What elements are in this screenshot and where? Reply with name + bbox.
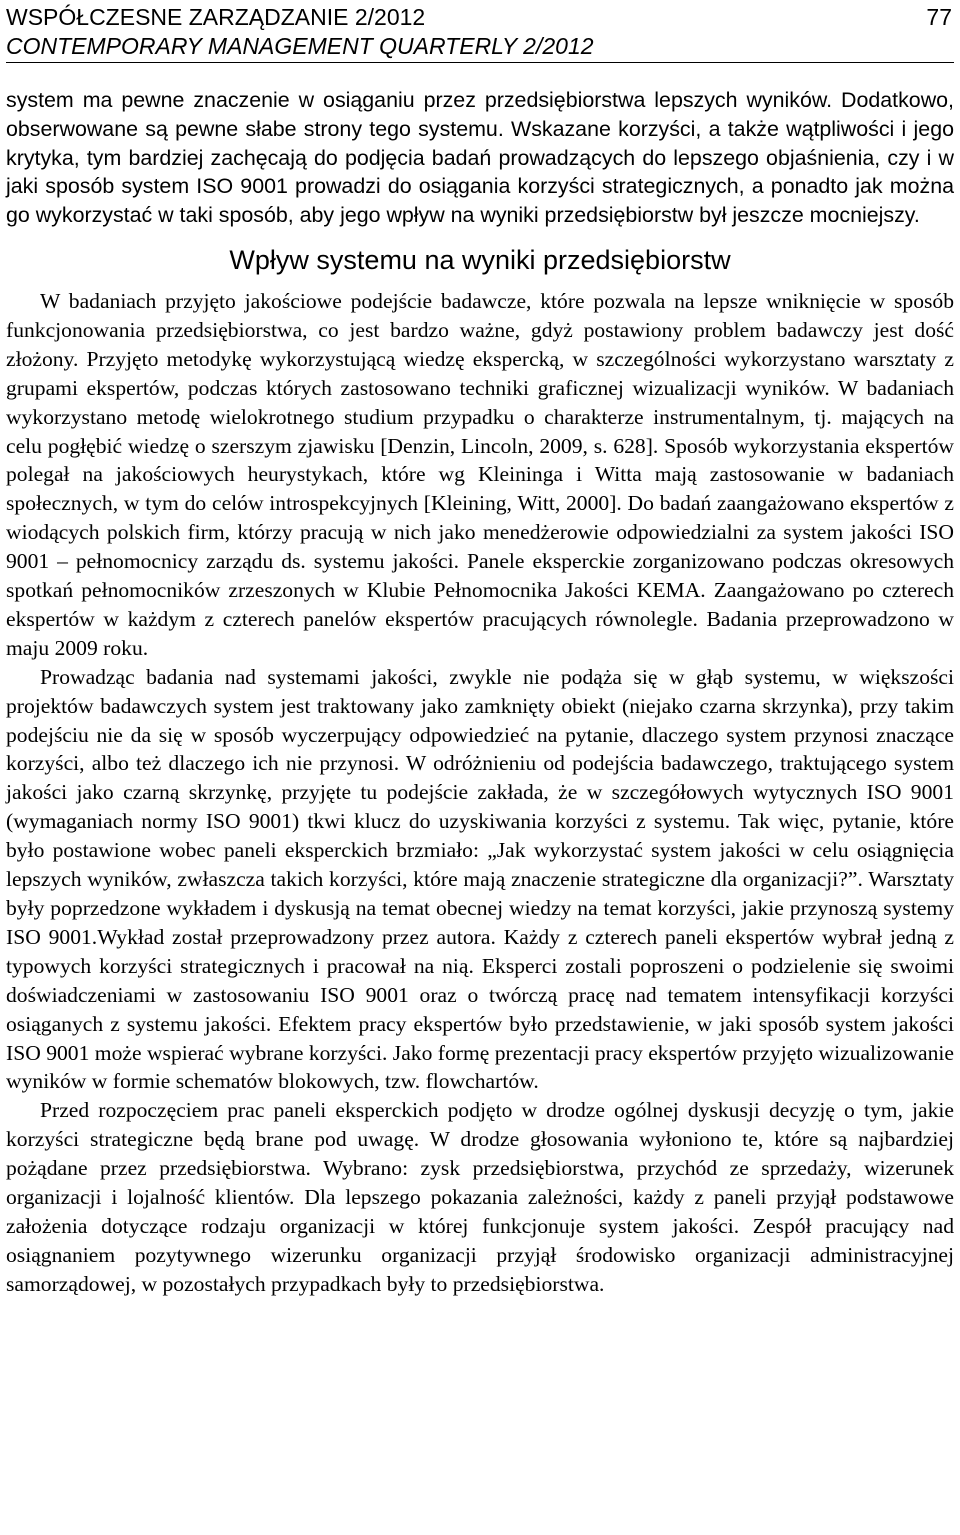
body-paragraph-1: W badaniach przyjęto jakościowe podejście badawcze, które pozwala na lepsze wniknięcie w sposób funkcjonowania przedsiębiorstwa, co jest bardzo ważne, gdyż postawiony problem badawczy jest dość złożony. Przyjęto metodykę wykorzystującą wiedzę ekspercką, w szczególności wykorzystano warsztaty z grupami ekspertów, podczas których zastosowano techniki graficznej wizualizacji wyników. W badaniach wykorzystano metodę wielokrotnego studium przypadku o charakterze instrumentalnym, tj. mających na celu pogłębić wiedzę o szerszym zjawisku [Denzin, Lincoln, 2009, s. 628]. Sposób wykorzystania ekspertów polegał na jakościowych heurystykach, które wg Kleininga i Witta mają zastosowanie w badaniach społecznych, w tym do celów introspekcyjnych [Kleining, Witt, 2000]. Do badań zaangażowano ekspertów z wiodących polskich firm, którzy pracują w nich jako menedżerowie odpowiedzialni za system jakości ISO 9001 – pełnomocnicy zarządu ds. systemu jakości. Panele eksperckie zorganizowano podczas okresowych spotkań pełnomocników zrzeszonych w Klubie Pełnomocnika Jakości KEMA. Zaangażowano po czterech ekspertów w każdym z czterech panelów ekspertów pracujących równolegle. Badania przeprowadzono w maju 2009 roku.: [6, 288, 954, 660]
intro-paragraph: system ma pewne znaczenie w osiąganiu przez przedsiębiorstwa lepszych wyników. Dodatkowo, obserwowane są pewne słabe strony tego systemu. Wskazane korzyści, a także wątpliwości i jego krytyka, tym bardziej zachęcają do podjęcia badań prowadzących do lepszego objaśnienia, czy i w jaki sposób system ISO 9001 prowadzi do osiągania korzyści strategicznych, a ponadto jak można go wykorzystać w taki sposób, aby jego wpływ na wyniki przedsiębiorstw był jeszcze mocniejszy.: [6, 88, 954, 228]
page-number: 77: [926, 4, 952, 30]
section-body: [6, 287, 954, 1299]
journal-title-polish: WSPÓŁCZESNE ZARZĄDZANIE 2/2012: [6, 4, 426, 30]
running-header: [6, 0, 954, 63]
section-heading: Wpływ systemu na wyniki przedsiębiorstw: [229, 244, 731, 275]
intro-section: [6, 86, 954, 230]
journal-title-english: CONTEMPORARY MANAGEMENT QUARTERLY 2/2012: [6, 33, 594, 59]
body-paragraph-2: Prowadząc badania nad systemami jakości, zwykle nie podąża się w głąb systemu, w większości projektów badawczych system jest traktowany jako zamknięty obiekt (niejako czarna skrzynka), przy takim podejściu nie da się w sposób wyczerpujący odpowiedzieć na pytanie, dlaczego system przynosi znaczące korzyści, albo też dlaczego ich nie przynosi. W odróżnieniu od podejścia badawczego, traktującego system jakości jako czarną skrzynkę, przyjęte tu podejście zakłada, że w szczegółowych wytycznych ISO 9001 (wymaganiach normy ISO 9001) tkwi klucz do uzyskiwania korzyści z systemu. Tak więc, pytanie, które było postawione wobec paneli eksperckich brzmiało: „Jak wykorzystać system jakości w celu osiągnięcia lepszych wyników, zwłaszcza takich korzyści, które mają znaczenie strategiczne dla organizacji?”. Warsztaty były poprzedzone wykładem i dyskusją na temat obecnej wiedzy na temat korzyści, jakie przynoszą systemy ISO 9001.Wykład został przeprowadzony przez autora. Każdy z czterech paneli ekspertów wybrał jedną z typowych korzyści strategicznych i pracował na nią. Eksperci zostali poproszeni o podzielenie się swoimi doświadczeniami w zastosowaniu ISO 9001 oraz o twórczą pracę nad tematem intensyfikacji korzyści osiąganych z systemu jakości. Efektem pracy ekspertów było przedstawienie, w jaki sposób system jakości ISO 9001 może wspierać wybrane korzyści. Jako formę prezentacji pracy ekspertów przyjęto wizualizowanie wyników w formie schematów blokowych, tzw. flowchartów.: [6, 664, 954, 1094]
body-paragraph-3: Przed rozpoczęciem prac paneli eksperckich podjęto w drodze ogólnej dyskusji decyzję o tym, jakie korzyści strategiczne będą brane pod uwagę. W drodze głosowania wyłoniono te, które są najbardziej pożądane przez przedsiębiorstwa. Wybrano: zysk przedsiębiorstwa, przychód ze sprzedaży, wizerunek organizacji i lojalność klientów. Dla lepszego pokazania zależności, każdy z paneli przyjął podstawowe założenia dotyczące rodzaju organizacji w której funkcjonuje system jakości. Zespół pracujący nad osiągnaniem pozytywnego wizerunku organizacji przyjął środowisko organizacji administracyjnej samorządowej, w pozostałych przypadkach były to przedsiębiorstwa.: [6, 1098, 954, 1296]
